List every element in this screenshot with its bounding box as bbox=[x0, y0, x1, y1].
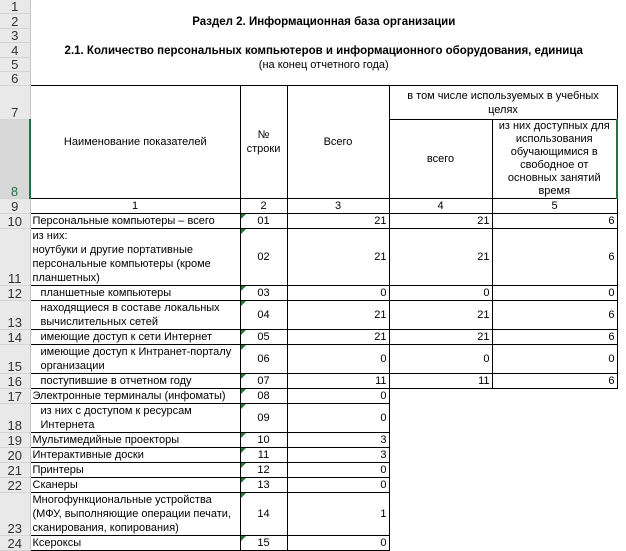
header-name: Наименование показателей bbox=[30, 86, 240, 199]
header-edu-free: из них доступных для использования обучающимися в свободное от основных занятий время bbox=[492, 120, 617, 199]
value-edu-free: 0 bbox=[492, 286, 617, 301]
value-edu-total: 0 bbox=[389, 345, 492, 374]
value-edu-total: 0 bbox=[389, 286, 492, 301]
empty-cell bbox=[617, 478, 626, 493]
table-row bbox=[0, 301, 626, 330]
line-number-value: 07 bbox=[257, 375, 270, 387]
empty-cell bbox=[389, 536, 492, 551]
value-edu-total: 21 bbox=[389, 330, 492, 345]
col-number: 5 bbox=[492, 199, 617, 214]
empty-cell bbox=[617, 330, 626, 345]
row-header[interactable]: 22 bbox=[0, 478, 30, 493]
error-indicator-icon bbox=[241, 229, 246, 234]
error-indicator-icon bbox=[241, 536, 246, 541]
line-number bbox=[240, 448, 287, 463]
header-total: Всего bbox=[287, 86, 389, 199]
value-edu-free: 6 bbox=[492, 374, 617, 389]
row-header[interactable]: 19 bbox=[0, 433, 30, 448]
table-title: 2.1. Количество персональных компьютеров и информационного оборудования, единица bbox=[64, 44, 583, 57]
value-total: 1 bbox=[287, 493, 389, 536]
table-row bbox=[0, 389, 626, 404]
empty-cell bbox=[617, 536, 626, 551]
section-title: Раздел 2. Информационная база организации bbox=[192, 15, 456, 28]
row-header[interactable]: 7 bbox=[0, 86, 30, 120]
line-number bbox=[240, 463, 287, 478]
value-edu-total: 21 bbox=[389, 214, 492, 229]
row-header[interactable]: 24 bbox=[0, 536, 30, 551]
row-header[interactable]: 23 bbox=[0, 493, 30, 536]
empty-cell bbox=[617, 433, 626, 448]
header-line-no: № строки bbox=[240, 86, 287, 199]
indicator-name: Ксероксы bbox=[30, 536, 240, 551]
row-header[interactable]: 17 bbox=[0, 389, 30, 404]
row-header[interactable]: 5 bbox=[0, 58, 30, 72]
indicator-name: планшетные компьютеры bbox=[30, 286, 240, 301]
value-edu-free: 6 bbox=[492, 301, 617, 330]
line-number bbox=[240, 345, 287, 374]
empty-cell bbox=[617, 404, 626, 433]
empty-cell bbox=[492, 433, 617, 448]
error-indicator-icon bbox=[241, 330, 246, 335]
line-number bbox=[240, 214, 287, 229]
col-number: 4 bbox=[389, 199, 492, 214]
empty-cell bbox=[492, 493, 617, 536]
indicator-name: Сканеры bbox=[30, 478, 240, 493]
line-number-value: 09 bbox=[257, 412, 270, 424]
indicator-name: Принтеры bbox=[30, 463, 240, 478]
line-number-value: 06 bbox=[257, 353, 270, 365]
indicator-name: из них с доступом к ресурсам Интернета bbox=[30, 404, 240, 433]
empty-cell bbox=[389, 493, 492, 536]
header-edu-group: в том числе используемых в учебных целях bbox=[389, 86, 617, 120]
line-number bbox=[240, 286, 287, 301]
line-number-value: 01 bbox=[257, 215, 270, 227]
col-number: 1 bbox=[30, 199, 240, 214]
table-row bbox=[0, 433, 626, 448]
error-indicator-icon bbox=[241, 478, 246, 483]
empty-cell bbox=[617, 301, 626, 330]
row-header[interactable]: 12 bbox=[0, 286, 30, 301]
value-total: 0 bbox=[287, 478, 389, 493]
line-number bbox=[240, 493, 287, 536]
error-indicator-icon bbox=[241, 286, 246, 291]
row-header[interactable]: 11 bbox=[0, 229, 30, 286]
value-edu-total: 21 bbox=[389, 301, 492, 330]
table-row bbox=[0, 536, 626, 551]
value-total: 0 bbox=[287, 536, 389, 551]
empty-cell bbox=[492, 389, 617, 404]
table-row bbox=[0, 330, 626, 345]
line-number-value: 03 bbox=[257, 287, 270, 299]
empty-cell bbox=[617, 374, 626, 389]
line-number-value: 08 bbox=[257, 390, 270, 402]
indicator-name: имеющие доступ к Интранет-порталу организации bbox=[30, 345, 240, 374]
empty-cell bbox=[492, 404, 617, 433]
error-indicator-icon bbox=[241, 448, 246, 453]
line-number bbox=[240, 330, 287, 345]
row-header[interactable]: 13 bbox=[0, 301, 30, 330]
empty-cell bbox=[492, 463, 617, 478]
line-number bbox=[240, 478, 287, 493]
error-indicator-icon bbox=[241, 493, 246, 498]
empty-cell bbox=[389, 389, 492, 404]
indicator-name: поступившие в отчетном году bbox=[30, 374, 240, 389]
empty-cell bbox=[492, 478, 617, 493]
value-total: 21 bbox=[287, 301, 389, 330]
line-number bbox=[240, 389, 287, 404]
table-row bbox=[0, 463, 626, 478]
row-header[interactable]: 14 bbox=[0, 330, 30, 345]
empty-cell bbox=[617, 286, 626, 301]
error-indicator-icon bbox=[241, 463, 246, 468]
table-row bbox=[0, 345, 626, 374]
error-indicator-icon bbox=[241, 374, 246, 379]
row-header[interactable]: 2 bbox=[0, 14, 30, 29]
empty-cell bbox=[617, 229, 626, 286]
empty-cell bbox=[389, 404, 492, 433]
line-number bbox=[240, 433, 287, 448]
line-number-value: 05 bbox=[257, 331, 270, 343]
table-row bbox=[0, 229, 626, 286]
table-note: (на конец отчетного года) bbox=[258, 58, 389, 71]
row-header[interactable]: 16 bbox=[0, 374, 30, 389]
row-header[interactable]: 10 bbox=[0, 214, 30, 229]
value-edu-free: 6 bbox=[492, 214, 617, 229]
value-total: 0 bbox=[287, 345, 389, 374]
header-edu-total: всего bbox=[389, 120, 492, 199]
indicator-name: Многофункциональные устройства (МФУ, выполняющие операции печати, сканирования, копирования) bbox=[30, 493, 240, 536]
line-number bbox=[240, 374, 287, 389]
error-indicator-icon bbox=[241, 389, 246, 394]
value-total: 0 bbox=[287, 463, 389, 478]
empty-cell bbox=[492, 448, 617, 463]
empty-cell bbox=[617, 448, 626, 463]
value-total: 21 bbox=[287, 214, 389, 229]
indicator-name: Интерактивные доски bbox=[30, 448, 240, 463]
value-total: 21 bbox=[287, 229, 389, 286]
row-header[interactable]: 18 bbox=[0, 404, 30, 433]
table-row bbox=[0, 478, 626, 493]
table-row bbox=[0, 493, 626, 536]
empty-cell bbox=[389, 448, 492, 463]
row-header[interactable]: 3 bbox=[0, 29, 30, 43]
error-indicator-icon bbox=[241, 433, 246, 438]
table-row bbox=[0, 374, 626, 389]
value-edu-free: 6 bbox=[492, 229, 617, 286]
empty-cell bbox=[617, 389, 626, 404]
line-number bbox=[240, 404, 287, 433]
empty-cell bbox=[389, 463, 492, 478]
empty-cell bbox=[389, 433, 492, 448]
line-number-value: 10 bbox=[257, 434, 270, 446]
table-row bbox=[0, 404, 626, 433]
line-number-value: 14 bbox=[257, 508, 270, 520]
empty-cell bbox=[389, 478, 492, 493]
table-row bbox=[0, 214, 626, 229]
line-number-value: 15 bbox=[257, 537, 270, 549]
error-indicator-icon bbox=[241, 345, 246, 350]
table-row bbox=[0, 286, 626, 301]
table-row bbox=[0, 448, 626, 463]
indicator-name: имеющие доступ к сети Интернет bbox=[30, 330, 240, 345]
value-edu-free: 6 bbox=[492, 330, 617, 345]
row-header[interactable]: 4 bbox=[0, 43, 30, 58]
error-indicator-icon bbox=[241, 404, 246, 409]
row-header[interactable]: 21 bbox=[0, 463, 30, 478]
line-number-value: 13 bbox=[257, 479, 270, 491]
row-header[interactable]: 20 bbox=[0, 448, 30, 463]
line-number bbox=[240, 229, 287, 286]
col-number: 2 bbox=[240, 199, 287, 214]
error-indicator-icon bbox=[241, 301, 246, 306]
row-header[interactable]: 9 bbox=[0, 199, 30, 214]
value-edu-total: 11 bbox=[389, 374, 492, 389]
line-number bbox=[240, 536, 287, 551]
line-number bbox=[240, 301, 287, 330]
value-total: 21 bbox=[287, 330, 389, 345]
line-number-value: 11 bbox=[257, 449, 270, 461]
row-header[interactable]: 1 bbox=[0, 0, 30, 14]
value-total: 3 bbox=[287, 448, 389, 463]
col-number: 3 bbox=[287, 199, 389, 214]
indicator-name: из них: ноутбуки и другие портативные персональные компьютеры (кроме планшетных) bbox=[30, 229, 240, 286]
empty-cell bbox=[492, 536, 617, 551]
value-edu-total: 21 bbox=[389, 229, 492, 286]
indicator-name: Мультимедийные проекторы bbox=[30, 433, 240, 448]
row-header[interactable]: 6 bbox=[0, 72, 30, 86]
value-total: 11 bbox=[287, 374, 389, 389]
value-edu-free: 0 bbox=[492, 345, 617, 374]
empty-cell bbox=[617, 345, 626, 374]
value-total: 0 bbox=[287, 286, 389, 301]
value-total: 0 bbox=[287, 389, 389, 404]
row-header-selected[interactable]: 8 bbox=[0, 120, 30, 199]
line-number-value: 12 bbox=[257, 464, 270, 476]
empty-cell bbox=[617, 493, 626, 536]
line-number-value: 04 bbox=[257, 309, 270, 321]
indicator-name: находящиеся в составе локальных вычислительных сетей bbox=[30, 301, 240, 330]
line-number-value: 02 bbox=[257, 251, 270, 263]
indicator-name: Персональные компьютеры – всего bbox=[30, 214, 240, 229]
error-indicator-icon bbox=[241, 214, 246, 219]
empty-cell bbox=[617, 463, 626, 478]
value-total: 3 bbox=[287, 433, 389, 448]
empty-cell bbox=[617, 214, 626, 229]
value-total: 0 bbox=[287, 404, 389, 433]
indicator-name: Электронные терминалы (инфоматы) bbox=[30, 389, 240, 404]
row-header[interactable]: 15 bbox=[0, 345, 30, 374]
